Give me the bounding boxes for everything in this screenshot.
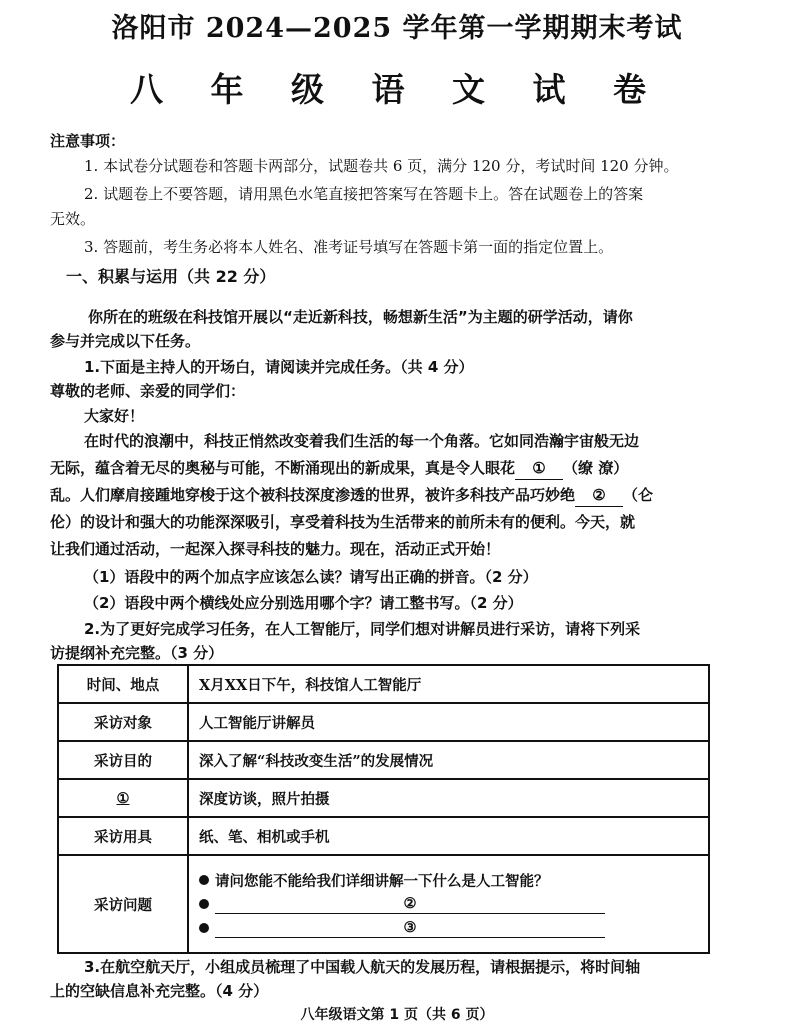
table-label: 采访对象: [58, 703, 188, 741]
interview-questions: [188, 855, 709, 953]
notice-item-3: 3. 答题前，考生务必将本人姓名、准考证号填写在答题卡第一面的指定位置上。: [84, 238, 614, 256]
interview-outline-table: [57, 664, 710, 954]
interview-question-2: [199, 892, 698, 916]
table-row: [58, 703, 709, 741]
table-row: [58, 855, 709, 953]
notice-item-1: 1. 本试卷分试题卷和答题卡两部分，试题卷共 6 页，满分 120 分，考试时间 120 分钟。: [84, 157, 679, 175]
table-label: 采访问题: [58, 855, 188, 953]
speech-line-4: 伦）的设计和强大的功能深深吸引，享受着科技为生活带来的前所未有的便利。今天，就: [50, 513, 636, 531]
notice-heading: 注意事项：: [50, 132, 126, 150]
question-1: 1.下面是主持人的开场白，请阅读并完成任务。（共 4 分）: [84, 358, 474, 376]
blank-q3[interactable]: ③: [215, 919, 605, 938]
table-label-blank[interactable]: ①: [58, 779, 188, 817]
paper-subtitle: 八 年 级 语 文 试 卷: [130, 70, 664, 109]
blank-1[interactable]: ①: [515, 457, 563, 480]
speech-line-1: 在时代的浪潮中，科技正悄然改变着我们生活的每一个角落。它如同浩瀚宇宙般无边: [84, 432, 640, 450]
speech-hello: 大家好！: [84, 407, 145, 425]
interview-question-3: [199, 916, 698, 940]
table-label: 时间、地点: [58, 665, 188, 703]
table-label: 采访用具: [58, 817, 188, 855]
page-footer: 八年级语文第 1 页（共 6 页）: [300, 1007, 494, 1023]
notice-item-2-cont: 无效。: [50, 210, 96, 228]
question-3-cont: 上的空缺信息补充完整。（4 分）: [50, 982, 269, 1000]
table-row: [58, 665, 709, 703]
exam-title: 洛阳市 2024—2025 学年第一学期期末考试: [111, 13, 683, 44]
sub-question-1: （1）语段中的两个加点字应该怎么读？请写出正确的拼音。（2 分）: [84, 568, 538, 586]
table-value: 深度访谈，照片拍摄: [188, 779, 709, 817]
table-value: 纸、笔、相机或手机: [188, 817, 709, 855]
table-value: X月XX日下午，科技馆人工智能厅: [188, 665, 709, 703]
speech-line-3: 乱。人们摩肩接踵地穿梭于这个被科技深度渗透的世界，被许多科技产品巧妙绝 ② （仑: [50, 484, 750, 507]
blank-2[interactable]: ②: [575, 484, 623, 507]
intro-text-cont: 参与并完成以下任务。: [50, 332, 201, 350]
table-row: [58, 779, 709, 817]
table-value: 人工智能厅讲解员: [188, 703, 709, 741]
speech-line-2: 无际，蕴含着无尽的奥秘与可能，不断涌现出的新成果，真是令人眼花 ① （缭 潦）: [50, 457, 750, 480]
table-label: 采访目的: [58, 741, 188, 779]
bullet-icon: [199, 899, 209, 909]
question-2: 2.为了更好完成学习任务，在人工智能厅，同学们想对讲解员进行采访，请将下列采: [84, 620, 641, 638]
blank-q2[interactable]: ②: [215, 895, 605, 914]
section-heading: 一、积累与运用（共 22 分）: [66, 267, 276, 286]
question-3: 3.在航空航天厅，小组成员梳理了中国载人航天的发展历程，请根据提示，将时间轴: [84, 958, 641, 976]
table-row: [58, 741, 709, 779]
table-row: [58, 817, 709, 855]
interview-question-1: 请问您能不能给我们详细讲解一下什么是人工智能？: [199, 868, 698, 892]
sub-question-2: （2）语段中两个横线处应分别选用哪个字？请工整书写。（2 分）: [84, 594, 523, 612]
question-2-cont: 访提纲补充完整。（3 分）: [50, 644, 224, 662]
intro-text: 你所在的班级在科技馆开展以“走近新科技，畅想新生活”为主题的研学活动，请你: [88, 308, 633, 326]
table-value: 深入了解“科技改变生活”的发展情况: [188, 741, 709, 779]
speech-line-5: 让我们通过活动，一起深入探寻科技的魅力。现在，活动正式开始！: [50, 540, 501, 558]
bullet-icon: [199, 923, 209, 933]
bullet-icon: [199, 875, 209, 885]
speech-greeting: 尊敬的老师、亲爱的同学们：: [50, 382, 246, 400]
notice-item-2: 2. 试题卷上不要答题，请用黑色水笔直接把答案写在答题卡上。答在试题卷上的答案: [84, 185, 644, 203]
